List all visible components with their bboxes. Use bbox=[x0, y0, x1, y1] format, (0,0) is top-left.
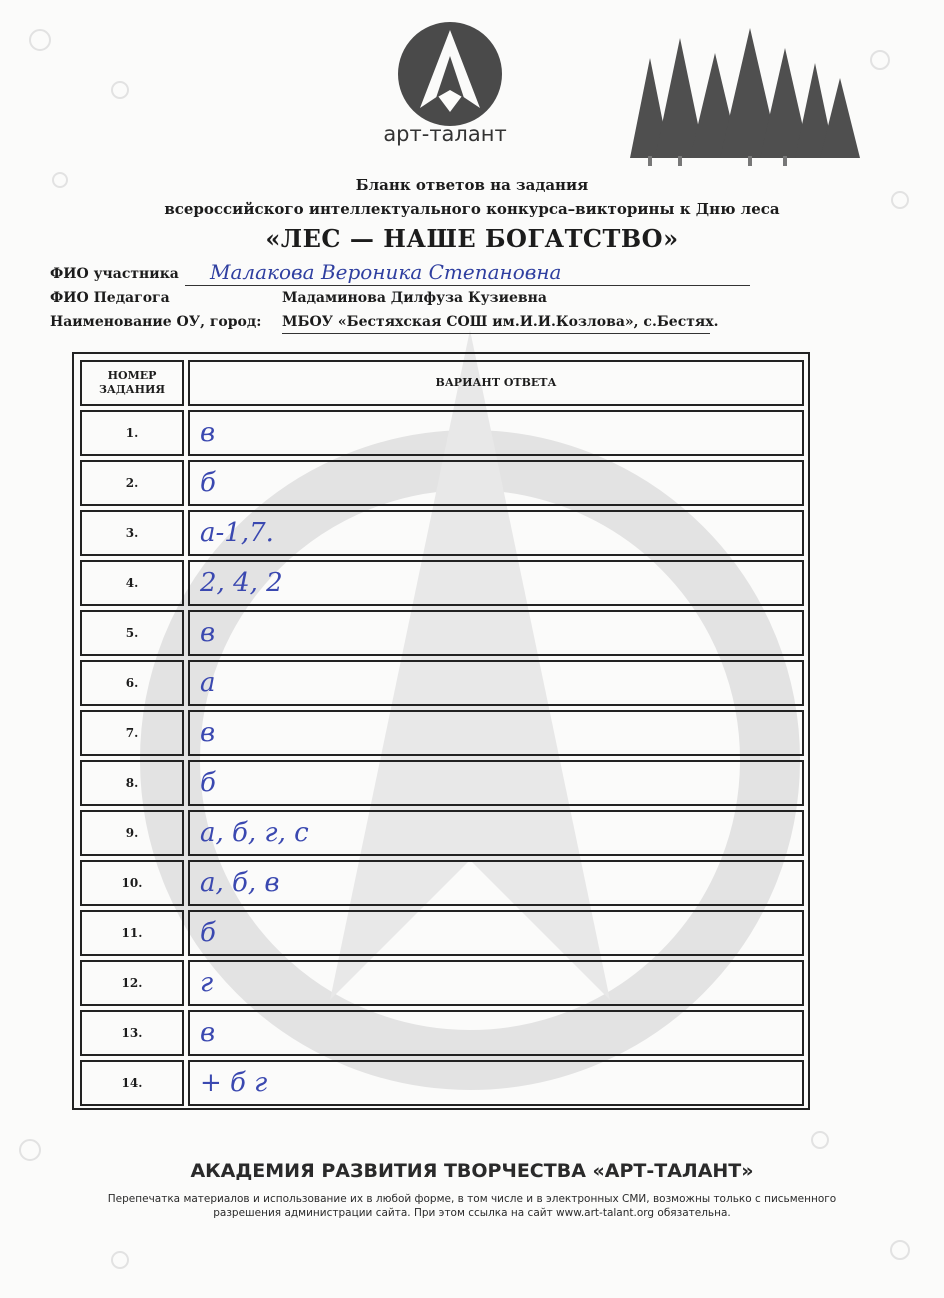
task-number-cell: 7. bbox=[80, 710, 184, 756]
footer-note: Перепечатка материалов и использование их в любой форме, в том числе и в электронных СМИ, возможны только с письменного разрешения администрации сайта. При этом ссылка на сайт www.art-talant.org обязательна. bbox=[107, 1193, 837, 1219]
teacher-label: ФИО Педагога bbox=[50, 290, 170, 306]
answer-table bbox=[72, 352, 810, 1110]
answer-header: ВАРИАНТ ОТВЕТА bbox=[188, 360, 804, 406]
answer-cell[interactable]: а, б, г, с bbox=[188, 810, 804, 856]
task-number-cell: 6. bbox=[80, 660, 184, 706]
task-number-cell: 4. bbox=[80, 560, 184, 606]
school-label: Наименование ОУ, город: bbox=[50, 314, 262, 330]
task-number-cell: 1. bbox=[80, 410, 184, 456]
form-title-line-1: Бланк ответов на задания bbox=[355, 176, 589, 194]
answer-cell[interactable]: в bbox=[188, 410, 804, 456]
answer-cell[interactable]: а bbox=[188, 660, 804, 706]
task-number-cell: 12. bbox=[80, 960, 184, 1006]
task-number-cell: 10. bbox=[80, 860, 184, 906]
task-number-cell: 9. bbox=[80, 810, 184, 856]
forest-illustration bbox=[610, 18, 870, 168]
logo-text: арт-талант bbox=[383, 122, 507, 146]
form-title-line-2: всероссийского интеллектуального конкурса–викторины к Дню леса bbox=[164, 200, 780, 218]
participant-value: Малакова Вероника Степановна bbox=[210, 260, 562, 284]
footer-title: АКАДЕМИЯ РАЗВИТИЯ ТВОРЧЕСТВА «АРТ-ТАЛАНТ» bbox=[190, 1160, 754, 1182]
school-underline bbox=[282, 333, 710, 334]
answer-cell[interactable]: в bbox=[188, 610, 804, 656]
task-number-cell: 11. bbox=[80, 910, 184, 956]
task-number-cell: 5. bbox=[80, 610, 184, 656]
contest-title: «ЛЕС — НАШЕ БОГАТСТВО» bbox=[265, 224, 679, 253]
answer-cell[interactable]: б bbox=[188, 460, 804, 506]
answer-cell[interactable]: а, б, в bbox=[188, 860, 804, 906]
participant-label: ФИО участника bbox=[50, 266, 179, 282]
answer-cell[interactable]: в bbox=[188, 710, 804, 756]
answer-cell[interactable]: б bbox=[188, 760, 804, 806]
task-number-cell: 14. bbox=[80, 1060, 184, 1106]
task-number-cell: 8. bbox=[80, 760, 184, 806]
task-number-cell: 3. bbox=[80, 510, 184, 556]
answer-cell[interactable]: г bbox=[188, 960, 804, 1006]
task-number-cell: 13. bbox=[80, 1010, 184, 1056]
school-value: МБОУ «Бестяхская СОШ им.И.И.Козлова», с.Бестях. bbox=[282, 314, 719, 330]
answer-cell[interactable]: + б г bbox=[188, 1060, 804, 1106]
answer-cell[interactable]: а-1,7. bbox=[188, 510, 804, 556]
task-number-cell: 2. bbox=[80, 460, 184, 506]
task-number-header: НОМЕР ЗАДАНИЯ bbox=[80, 360, 184, 406]
participant-underline bbox=[185, 285, 750, 286]
answer-cell[interactable]: 2, 4, 2 bbox=[188, 560, 804, 606]
answer-cell[interactable]: в bbox=[188, 1010, 804, 1056]
teacher-value: Мадаминова Дилфуза Кузиевна bbox=[282, 290, 547, 306]
answer-cell[interactable]: б bbox=[188, 910, 804, 956]
